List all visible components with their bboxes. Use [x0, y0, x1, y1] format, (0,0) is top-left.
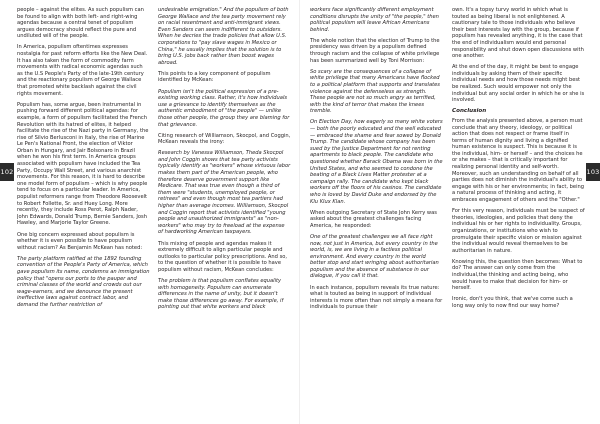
left-page-column-1 [17, 7, 150, 417]
block-quote: On Election Day, how eagerly so many white voters — both the poorly educated and the well educated — embraced the shame and fear sowed by Donald Trump. The candidate whose company has been sued by the Justice Department for not renting apartments to black people. The candidate who questioned whether Barack Obama was born in the United States, and who seemed to condone the beating of a Black Lives Matter protester at a campaign rally. The candidate who kept black workers off the floors of his casinos. The candidate who is loved by David Duke and endorsed by the Klu Klux Klan. [310, 119, 443, 205]
block-quote: Research by Vanessa Williamson, Theda Skocpol and John Coggin shows that tea party activists typically identify as "workers" whose virtuous labor makes them part of the American people, who therefore deserve government support like Medicare. That was true even though a third of them were "students, unemployed people, or retirees" and even though most tea partiers had higher than average incomes. Williamson, Skocpol and Coggin report that activists identified "young people and unauthorized immigrants" as "non-workers" who may try to freeload at the expense of hardworking American taxpayers. [158, 150, 291, 236]
block-quote: workers face significantly different employment conditions disrupts the unity of "the people," then political populism will leave African Americans behind. [310, 7, 439, 33]
block-quote: So scary are the consequences of a collapse of white privilege that many Americans have flocked to a political platform that supports and translates violence against the defenseless as strength. These people are not so much angry as terrified, with the kind of terror that makes the knees tremble. [310, 68, 440, 115]
body-paragraph: At the end of the day, it might be best to engage individuals by asking them of their specific individual needs and how those needs might best be realized. Such would empower not only the individual but any social order in which he or she is involved. [452, 64, 585, 104]
body-paragraph: In each instance, populism reveals its true nature: what is touted as being in support of individual interests is more often than not simply a means for individuals to pursue their [310, 284, 443, 311]
body-paragraph: One big concern expressed about populism is whether it is even possible to have populism without racism? As Benjamin McKean has noted: [17, 231, 143, 251]
block-quote: Populism isn't the political expression of a pre-existing working class. Rather, it's how individuals use a grievance to identify themselves as the authentic embodiment of "the people" — unlike those other people, the group they are blaming for that grievance. [158, 88, 290, 128]
page-number-left: 102 [0, 163, 14, 181]
body-paragraph: When outgoing Secretary of State John Kerry was asked about the greatest challenges facing America, he responded: [310, 209, 437, 229]
right-page-column-1 [310, 7, 443, 417]
body-paragraph: This mixing of people and agendas makes it extremely difficult to align particular people and outlooks to particular policy prescriptions. And so, to the question of whether it is possible to have populism without racism, McKean concludes: [158, 240, 288, 273]
body-paragraph: For this very reason, individuals must be suspect of theories, ideologies, and policies that deny the individual his or her rights to individuality. Groups, organizations, or institutions who wish to promulgate their specific vision or mission against the individual would reveal themselves to be authoritarian in nature. [452, 208, 585, 254]
body-paragraph: Citing research of Williamson, Skocpol, and Coggin, McKean reveals the irony: [158, 132, 291, 146]
block-quote: The party platform ratified at the 1892 founding convention of the People's Party of America, which gave populism its name, condemns an immigration policy that "opens our ports to the pauper and criminal classes of the world and crowds out our wage-earners, and we denounce the present ineffective laws against contract labor, and demand the further restriction of [17, 255, 150, 308]
right-page-column-2 [452, 7, 585, 417]
body-paragraph: In America, populism oftentimes expresses nostalgia for past reform efforts like the New Deal. It has also taken the form of commodity farm movements with radical economic agendas such as the U.S People's Party of the late-19th century and the reactionary populism of George Wallace that promoted white backlash against the civil rights movement. [17, 44, 148, 97]
block-quote: One of the greatest challenges we all face right now, not just in America, but every country in the world, is, we are living in a factless political environment. And every country in the world better stop and start wringing about authoritarian populism and the absence of substance in our dialogue, if you call it that. [310, 233, 439, 280]
body-paragraph: Populism has, some argue, been instrumental in pushing forward different political agendas: for example, a form of populism facilitated the French Revolution with its hatred of elites, it helped facilitate the rise of the Nazi party in Germany, the rise of Silvio Berlusconi in Italy, the rise of Marine Le Pen's National Front, the election of Viktor Orban in Hungary, and Jair Bolsonaro in Brazil when he won his first term. In America groups associated with populism have included the Tea Party, Occupy Wall Street, and various anarchist movements. For this reason, it is hard to describe one model form of populism – which is why people tend to focus on a particular leader. In America, populist reformers range from Theodore Roosevelt to Robert Follette, Sr. and Huey Long. More recently, they include Ross Perot, Ralph Nader, John Edwards, Donald Trump, Bernie Sanders, Josh Hawley, and Marjorie Taylor Greene. [17, 101, 149, 227]
body-paragraph: This points to a key component of populism identified by McKean: [158, 70, 271, 84]
body-paragraph: The whole notion that the election of Trump to the presidency was driven by a populism defined through racism and the collapse of white privilege has been summarized well by Toni Morrison: [310, 37, 440, 64]
body-paragraph: Knowing this, the question then becomes: What to do? The answer can only come from the individual,the thinking and acting being, who would have to make that decision for him- or herself. [452, 258, 583, 292]
body-paragraph: From the analysis presented above, a person must conclude that any theory, ideology, or political action that does not respect or frame itself in terms of human dignity and living a dignified human existence is suspect. This is because it is the individual, him- or herself – and the choices he or she makes – that is critically important for realizing personal identity and self-worth. Moreover, such an understanding on behalf of all parties does not diminish the individual's ability to engage with his or her environments; in fact, being a natural process of thinking and acting, it embraces engagement of others and the "Other." [452, 117, 585, 204]
block-quote: undesirable emigration." And the populism of both George Wallace and the tea party movement rely on racial resentment and anti-immigrant views. Even Sanders can seem indifferent to outsiders. When he decries the trade policies that allow U.S. corporations to "pay slave wages in Mexico or China," he usually implies that the solution is to bring U.S. jobs back rather than boost wages abroad. [158, 7, 289, 66]
body-paragraph: Ironic, don't you think, that we've come such a long way only to now find our way home? [452, 296, 573, 309]
body-paragraph: people – against the elites. As such populism can be found to align with both left- and right-wing agendas because a central tenet of populism argues democracy should reflect the pure and undiluted will of the people. [17, 7, 144, 40]
left-page-column-2 [158, 7, 291, 417]
body-paragraph: own. It's a topsy turvy world in which what is touted as being liberal is not enlightened. A cautionary tale to those individuals who believe their best interests lay with the group, because if populism has revealed anything, it is the case that the end of individualism would end personal responsibility and shut down open discussions with one another. [452, 7, 584, 60]
block-quote: The problem is that populism conflates equality with homogeneity. Populism can enumerate differences in the name of unity, but it doesn't make those differences go away. For example, if pointing out that white workers and black [158, 277, 284, 311]
section-heading: Conclusion [452, 108, 487, 115]
gutter-divider [299, 0, 300, 424]
page-number-right: 103 [586, 163, 600, 181]
